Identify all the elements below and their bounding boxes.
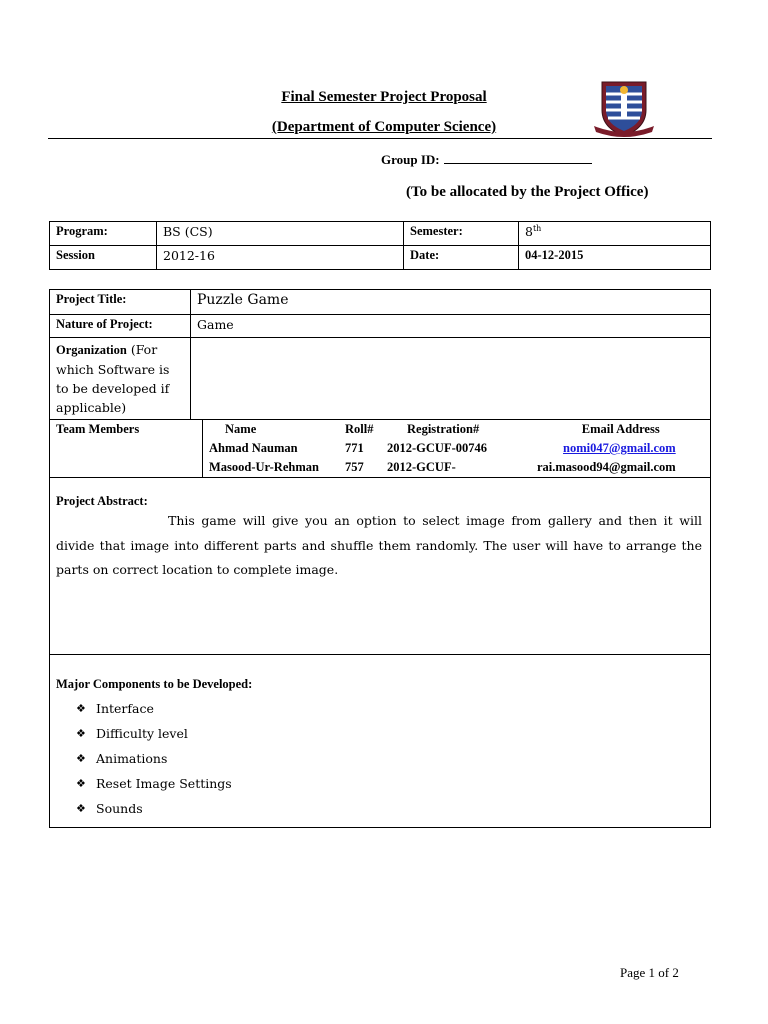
member-email: rai.masood94@gmail.com (537, 460, 676, 474)
list-item: ❖ Difficulty level (72, 721, 704, 746)
project-abstract-cell (50, 478, 711, 655)
semester-label: Semester: (404, 222, 519, 246)
components-list (72, 696, 704, 821)
col-header-registration: Registration# (407, 422, 480, 436)
member-registration: 2012-GCUF- (387, 460, 456, 474)
member-email-link[interactable]: nomi047@gmail.com (563, 441, 676, 455)
date-value: 04-12-2015 (519, 246, 711, 270)
nature-label: Nature of Project: (50, 315, 191, 338)
document-title: Final Semester Project Proposal (281, 89, 487, 105)
page-number: Page 1 of 2 (620, 965, 679, 980)
department-name: (Department of Computer Science) (271, 119, 497, 135)
member-roll: 757 (345, 460, 364, 474)
list-item: ❖ Reset Image Settings (72, 771, 704, 796)
team-members-grid (203, 420, 686, 477)
header-rule (48, 138, 712, 139)
list-item: ❖ Animations (72, 746, 704, 771)
diamond-bullet-icon: ❖ (76, 777, 86, 790)
member-name: Masood-Ur-Rehman (209, 460, 319, 474)
col-header-email: Email Address (581, 422, 660, 436)
program-info-table (49, 221, 711, 270)
diamond-bullet-icon: ❖ (76, 702, 86, 715)
diamond-bullet-icon: ❖ (76, 752, 86, 765)
diamond-bullet-icon: ❖ (76, 802, 86, 815)
organization-value (191, 338, 711, 420)
col-header-roll: Roll# (345, 422, 374, 436)
member-registration: 2012-GCUF-00746 (387, 441, 487, 455)
major-components-label: Major Components to be Developed: (56, 677, 253, 691)
list-item: ❖ Sounds (72, 796, 704, 821)
nature-value: Game (191, 315, 711, 338)
major-components-cell (50, 655, 711, 828)
program-value: BS (CS) (157, 222, 404, 246)
list-item: ❖ Interface (72, 696, 704, 721)
group-id-blank (444, 151, 592, 164)
member-roll: 771 (345, 441, 364, 455)
project-title-value: Puzzle Game (191, 290, 711, 315)
project-details-table (49, 289, 711, 828)
team-members-label: Team Members (50, 420, 203, 477)
university-crest-logo (592, 76, 656, 140)
project-abstract-label: Project Abstract: (56, 494, 148, 508)
team-members-row (50, 420, 711, 478)
project-title-label: Project Title: (50, 290, 191, 315)
allocation-note: (To be allocated by the Project Office) (406, 184, 649, 200)
diamond-bullet-icon: ❖ (76, 727, 86, 740)
session-value: 2012-16 (157, 246, 404, 270)
session-label: Session (50, 246, 157, 270)
group-id-field: Group ID: (381, 151, 592, 168)
program-label: Program: (50, 222, 157, 246)
semester-value: 8th (519, 222, 711, 246)
col-header-name: Name (225, 422, 257, 436)
date-label: Date: (404, 246, 519, 270)
project-abstract-text: This game will give you an option to select image from gallery and then it will divide that image into different parts and shuffle them randomly. The user will have to arrange the parts on correct location to complete image. (56, 513, 702, 577)
member-name: Ahmad Nauman (209, 441, 298, 455)
organization-label: Organization (For which Software is to be developed if applicable) (50, 338, 191, 420)
